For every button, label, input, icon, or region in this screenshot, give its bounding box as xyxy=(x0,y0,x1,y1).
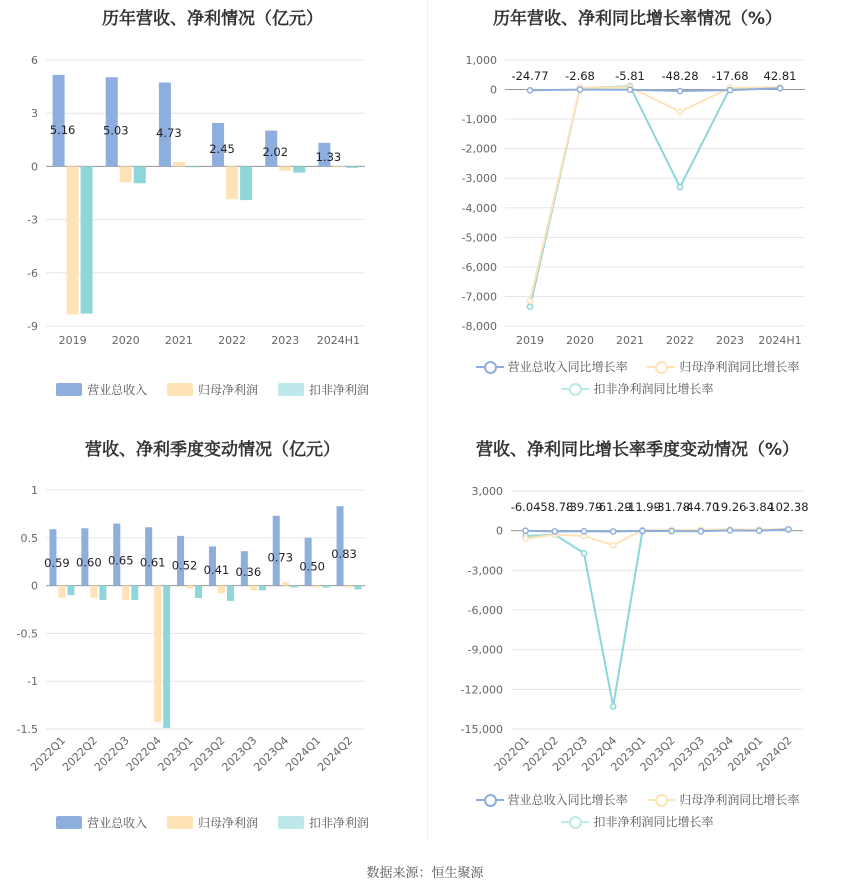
bar-netprofit xyxy=(67,166,79,314)
quarterly-growth-chart xyxy=(425,425,850,845)
legend-item-netprofit-growth[interactable] xyxy=(647,789,799,811)
bar-netprofit xyxy=(186,586,193,589)
chart-legend xyxy=(425,789,850,833)
legend-label: 归母净利润同比增长率 xyxy=(679,360,800,374)
bar-revenue xyxy=(159,83,171,167)
x-tick-label: 2022Q3 xyxy=(550,733,591,774)
chart-title: 营收、净利季度变动情况（亿元） xyxy=(85,440,340,460)
legend-item-netprofit[interactable] xyxy=(167,379,258,401)
bar-netprofit xyxy=(173,162,185,166)
bar-netprofit xyxy=(122,586,129,600)
quarterly-values-plot xyxy=(0,425,425,805)
bar-netprofit xyxy=(279,166,291,170)
annual-values-chart xyxy=(0,0,425,410)
bar-data-label: 0.83 xyxy=(331,546,357,561)
x-tick-label: 2022Q4 xyxy=(579,733,620,774)
line-data-label: -24.77 xyxy=(511,69,549,83)
x-tick-label: 2019 xyxy=(58,334,87,347)
line-data-label: 102.38 xyxy=(768,500,809,514)
series-point xyxy=(527,298,532,303)
bar-deducted xyxy=(99,586,106,600)
line-data-label: -61.29 xyxy=(594,500,632,514)
series-point xyxy=(611,543,616,548)
series-point xyxy=(677,109,682,114)
y-tick-label: 3 xyxy=(31,107,38,121)
x-tick-label: 2024Q2 xyxy=(754,733,795,774)
chart-legend xyxy=(425,356,850,400)
y-tick-label: 0 xyxy=(490,83,497,97)
y-tick-label: -6,000 xyxy=(461,260,497,274)
x-tick-label: 2022Q3 xyxy=(91,733,132,774)
y-tick-label: -6 xyxy=(27,266,38,280)
y-tick-label: -4,000 xyxy=(461,201,497,215)
legend-item-revenue-growth[interactable] xyxy=(476,789,628,811)
x-tick-label: 2024Q1 xyxy=(283,733,324,774)
series-point xyxy=(727,528,732,533)
legend-item-deducted-growth[interactable] xyxy=(561,811,713,833)
legend-marker-netprofit-growth xyxy=(647,360,675,374)
legend-label: 营业总收入 xyxy=(87,816,148,830)
series-point xyxy=(577,87,582,92)
bar-data-label: 0.65 xyxy=(107,553,134,568)
y-tick-label: -3,000 xyxy=(467,564,503,578)
series-point xyxy=(669,528,674,533)
chart-title: 历年营收、净利情况（亿元） xyxy=(102,9,323,29)
series-point xyxy=(727,87,732,92)
legend-marker-deducted-growth xyxy=(561,815,589,829)
bar-revenue xyxy=(106,77,118,166)
line-data-label: -39.79 xyxy=(565,500,603,514)
legend-label: 归母净利润 xyxy=(197,383,258,397)
y-tick-label: -1,000 xyxy=(461,113,497,127)
bar-deducted xyxy=(67,586,74,596)
bar-data-label: 0.61 xyxy=(139,555,166,570)
legend-marker-deducted-growth xyxy=(561,382,589,396)
y-tick-label: -2,000 xyxy=(461,142,497,156)
series-point xyxy=(698,529,703,534)
legend-swatch-revenue xyxy=(56,816,82,829)
x-tick-label: 2024Q1 xyxy=(725,733,766,774)
y-tick-label: -6,000 xyxy=(467,604,503,617)
bar-deducted xyxy=(293,166,305,172)
x-tick-label: 2023Q3 xyxy=(666,733,707,774)
x-tick-label: 2024H1 xyxy=(316,334,361,347)
annual-growth-plot xyxy=(425,0,850,360)
legend-marker-netprofit-growth xyxy=(647,793,675,807)
line-data-label: -31.78 xyxy=(653,500,691,514)
series-point xyxy=(523,528,528,533)
series-point xyxy=(677,88,682,93)
series-point xyxy=(777,86,782,91)
line-data-label: 19.26 xyxy=(713,500,747,514)
x-tick-label: 2023 xyxy=(716,334,744,347)
x-tick-label: 2019 xyxy=(516,334,544,347)
y-tick-label: -5,000 xyxy=(461,231,497,245)
x-tick-label: 2023Q1 xyxy=(155,733,196,774)
legend-label: 扣非净利润 xyxy=(308,816,369,830)
bar-netprofit xyxy=(332,166,344,167)
y-tick-label: 1,000 xyxy=(465,54,497,67)
bar-data-label: 2.45 xyxy=(209,142,235,157)
annual-growth-chart xyxy=(425,0,850,410)
series-line xyxy=(530,88,780,91)
bar-deducted xyxy=(134,166,146,183)
legend-label: 扣非净利润 xyxy=(308,383,369,397)
bar-data-label: 0.36 xyxy=(235,564,262,579)
y-tick-label: -8,000 xyxy=(461,320,497,333)
x-tick-label: 2022Q1 xyxy=(28,733,69,774)
x-tick-label: 2023Q2 xyxy=(637,733,678,774)
legend-swatch-deducted xyxy=(278,816,304,829)
y-tick-label: -0.5 xyxy=(16,627,38,641)
line-data-label: -2.68 xyxy=(565,69,595,83)
bar-deducted xyxy=(240,166,252,200)
bar-data-label: 0.60 xyxy=(76,555,102,570)
bar-deducted xyxy=(81,166,93,313)
legend-item-deducted[interactable] xyxy=(278,379,369,401)
x-tick-label: 2023Q3 xyxy=(219,733,260,774)
legend-swatch-revenue xyxy=(56,383,82,396)
y-tick-label: 0 xyxy=(31,579,38,593)
bar-netprofit xyxy=(90,586,97,598)
y-tick-label: -9,000 xyxy=(467,643,503,657)
quarterly-values-chart xyxy=(0,425,425,845)
bar-netprofit xyxy=(282,582,289,586)
series-line xyxy=(526,530,789,707)
x-tick-label: 2022Q2 xyxy=(59,733,100,774)
x-tick-label: 2023Q4 xyxy=(696,733,737,774)
series-point xyxy=(527,304,532,309)
line-data-label: -3.84 xyxy=(744,500,775,514)
x-tick-label: 2023 xyxy=(271,334,300,347)
legend-swatch-netprofit xyxy=(167,816,193,829)
series-point xyxy=(581,551,586,556)
annual-values-plot xyxy=(0,0,425,360)
bar-revenue xyxy=(53,75,65,167)
legend-label: 营业总收入 xyxy=(87,383,148,397)
y-tick-label: -3,000 xyxy=(461,172,497,186)
line-data-label: -48.28 xyxy=(661,69,699,83)
bar-deducted xyxy=(195,586,202,598)
y-tick-label: 0 xyxy=(496,524,503,538)
x-tick-label: 2022 xyxy=(666,334,694,347)
bar-data-label: 0.73 xyxy=(267,550,294,565)
y-tick-label: 0.5 xyxy=(20,531,38,545)
bar-data-label: 5.03 xyxy=(102,123,129,138)
bar-data-label: 2.02 xyxy=(262,145,289,160)
legend-item-revenue-growth[interactable] xyxy=(476,356,628,378)
series-point xyxy=(527,88,532,93)
legend-item-deducted-growth[interactable] xyxy=(561,378,713,400)
bar-netprofit xyxy=(218,586,225,594)
bar-netprofit xyxy=(120,166,132,182)
chart-title: 营收、净利同比增长率季度变动情况（%） xyxy=(475,440,800,460)
series-point xyxy=(581,529,586,534)
bar-deducted xyxy=(291,586,298,588)
x-tick-label: 2022Q2 xyxy=(520,733,561,774)
legend-marker-revenue-growth xyxy=(476,793,504,807)
legend-label: 营业总收入同比增长率 xyxy=(507,360,628,374)
y-tick-label: 0 xyxy=(31,160,38,174)
series-point xyxy=(786,527,791,532)
y-tick-label: -15,000 xyxy=(460,723,503,736)
quarterly-growth-plot xyxy=(425,425,850,805)
x-tick-label: 2023Q2 xyxy=(187,733,228,774)
x-tick-label: 2023Q1 xyxy=(608,733,649,774)
bar-data-label: 4.73 xyxy=(156,125,182,140)
series-point xyxy=(552,529,557,534)
bar-data-label: 0.59 xyxy=(44,556,70,571)
bar-deducted xyxy=(227,586,234,601)
bar-data-label: 0.41 xyxy=(203,562,230,577)
bar-deducted xyxy=(355,586,362,590)
chart-legend xyxy=(0,379,425,401)
series-point xyxy=(640,528,645,533)
bar-deducted xyxy=(131,586,138,600)
line-data-label: -58.78 xyxy=(536,500,574,514)
y-tick-label: -3 xyxy=(27,213,38,227)
line-data-label: -5.81 xyxy=(615,69,645,83)
line-data-label: 42.81 xyxy=(763,69,797,83)
series-point xyxy=(757,528,762,533)
line-data-label: -6.04 xyxy=(510,500,541,514)
legend-item-revenue[interactable] xyxy=(56,812,147,834)
x-tick-label: 2022 xyxy=(218,334,247,347)
series-point xyxy=(627,87,632,92)
x-tick-label: 2022Q4 xyxy=(123,733,164,774)
legend-label: 归母净利润 xyxy=(197,816,258,830)
legend-marker-revenue-growth xyxy=(476,360,504,374)
bar-deducted xyxy=(163,586,170,728)
y-tick-label: 6 xyxy=(31,54,38,67)
y-tick-label: -1.5 xyxy=(16,723,38,736)
x-tick-label: 2021 xyxy=(164,334,193,347)
line-data-label: -17.68 xyxy=(711,69,749,83)
y-tick-label: -1 xyxy=(27,675,38,689)
legend-item-netprofit[interactable] xyxy=(167,812,258,834)
bar-data-label: 0.52 xyxy=(171,558,198,573)
x-tick-label: 2024Q2 xyxy=(315,733,356,774)
x-tick-label: 2023Q4 xyxy=(251,733,292,774)
bar-netprofit xyxy=(346,586,353,588)
series-point xyxy=(611,704,616,709)
y-tick-label: -7,000 xyxy=(461,290,497,304)
bar-netprofit xyxy=(154,586,161,723)
legend-label: 扣非净利润同比增长率 xyxy=(593,815,714,829)
line-data-label: -44.70 xyxy=(682,500,720,514)
x-tick-label: 2020 xyxy=(111,334,140,347)
data-source-footer: 数据来源：恒生聚源 xyxy=(366,866,484,881)
bar-deducted xyxy=(259,586,266,591)
legend-swatch-deducted xyxy=(278,383,304,396)
series-point xyxy=(523,536,528,541)
legend-item-netprofit-growth[interactable] xyxy=(647,356,799,378)
bar-deducted xyxy=(187,166,199,167)
x-tick-label: 2022Q1 xyxy=(491,733,532,774)
legend-label: 营业总收入同比增长率 xyxy=(507,793,628,807)
bar-netprofit xyxy=(226,166,238,199)
y-tick-label: 3,000 xyxy=(471,485,503,498)
y-tick-label: -9 xyxy=(27,320,38,333)
x-tick-label: 2024H1 xyxy=(758,334,802,347)
bar-data-label: 0.50 xyxy=(299,559,325,574)
chart-title: 历年营收、净利同比增长率情况（%） xyxy=(492,9,783,29)
x-tick-label: 2020 xyxy=(566,334,594,347)
series-point xyxy=(611,529,616,534)
legend-label: 扣非净利润同比增长率 xyxy=(593,382,714,396)
y-tick-label: -12,000 xyxy=(460,683,503,697)
line-data-label: -11.99 xyxy=(623,500,661,514)
legend-item-revenue[interactable] xyxy=(56,379,147,401)
chart-legend xyxy=(0,812,425,834)
bar-data-label: 5.16 xyxy=(49,122,76,137)
bar-deducted xyxy=(346,166,358,167)
legend-swatch-netprofit xyxy=(167,383,193,396)
legend-label: 归母净利润同比增长率 xyxy=(679,793,800,807)
x-tick-label: 2021 xyxy=(616,334,644,347)
bar-deducted xyxy=(323,586,330,588)
y-tick-label: 1 xyxy=(31,484,38,497)
series-point xyxy=(677,184,682,189)
bar-netprofit xyxy=(314,586,321,588)
bar-netprofit xyxy=(250,586,257,591)
legend-item-deducted[interactable] xyxy=(278,812,369,834)
bar-data-label: 1.33 xyxy=(315,149,342,164)
bar-netprofit xyxy=(58,586,65,598)
